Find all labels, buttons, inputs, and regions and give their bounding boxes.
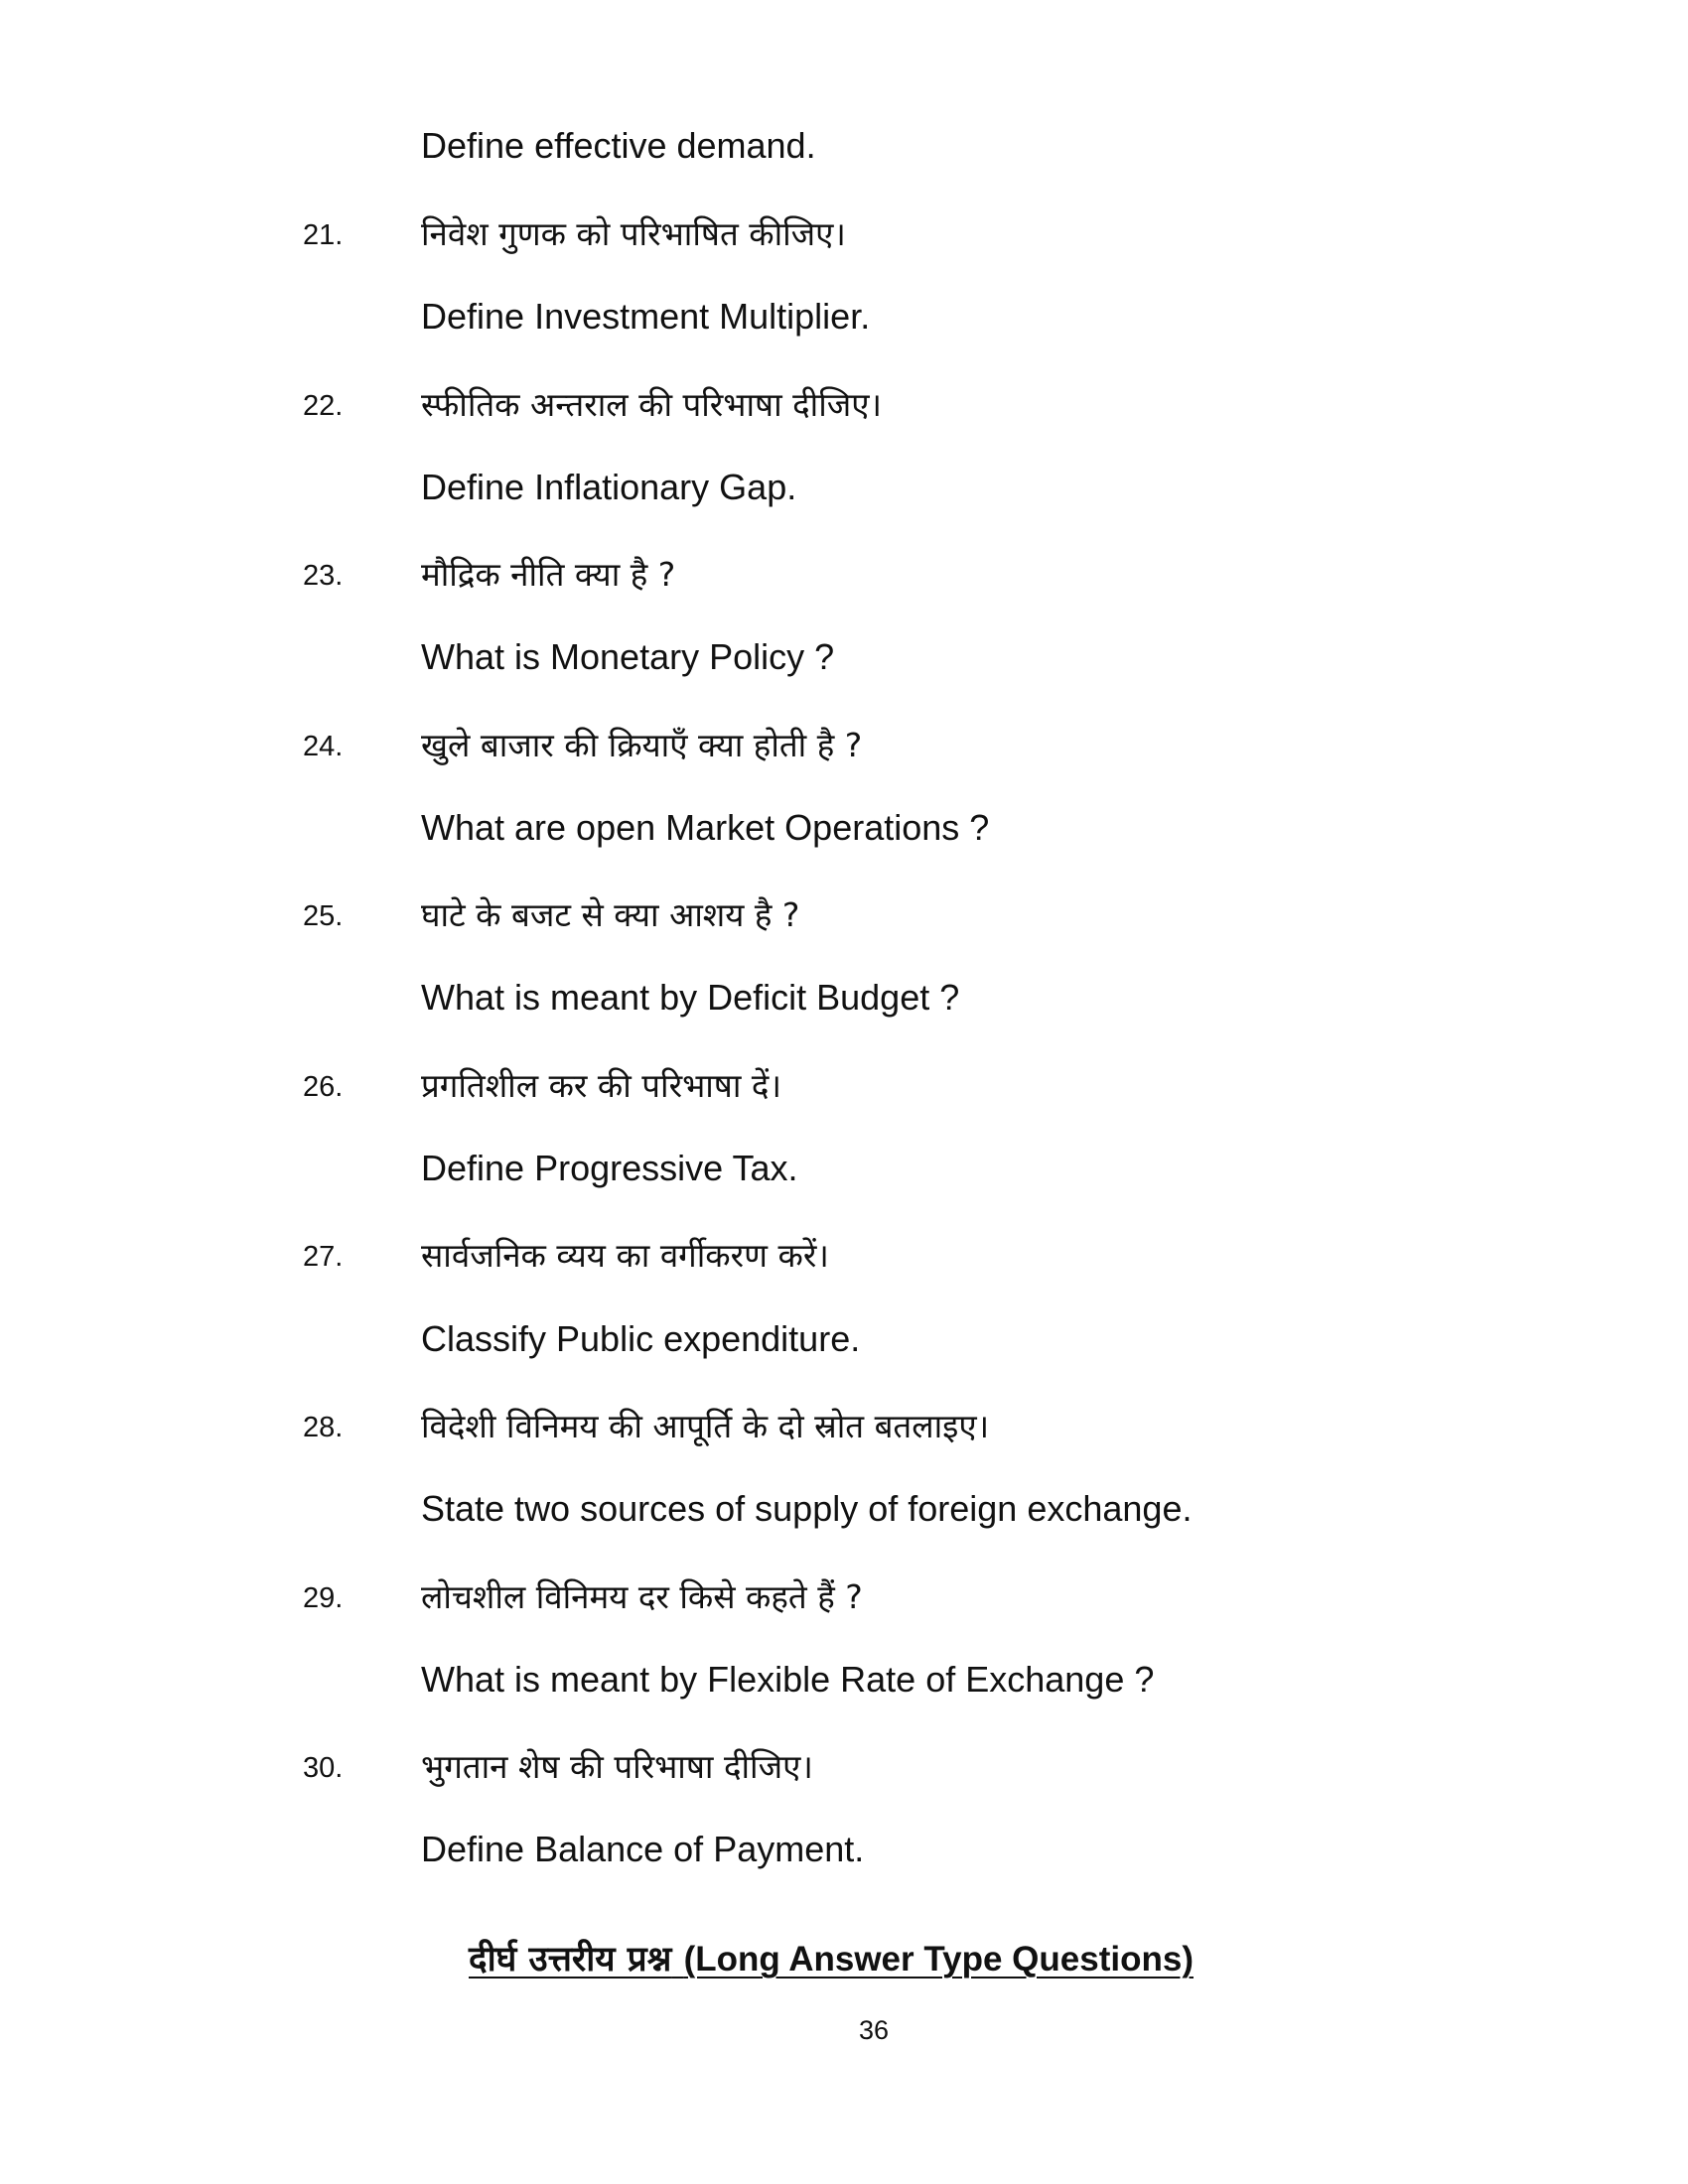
question-hindi-text: भुगतान शेष की परिभाषा दीजिए। <box>421 1747 813 1786</box>
question-hindi-text: निवेश गुणक को परिभाषित कीजिए। <box>421 214 846 253</box>
question-number: 25. <box>303 900 344 932</box>
question-english-text: What is meant by Flexible Rate of Exchange ? <box>421 1659 1155 1700</box>
question-number: 30. <box>303 1752 344 1784</box>
question-number: 22. <box>303 390 344 422</box>
section-heading-hindi: दीर्घ उत्तरीय प्रश्न <box>469 1940 672 1979</box>
question-hindi-text: सार्वजनिक व्यय का वर्गीकरण करें। <box>421 1236 829 1275</box>
question-english-text: Define Progressive Tax. <box>421 1148 798 1188</box>
section-heading-english: (Long Answer Type Questions) <box>683 1940 1194 1979</box>
question-hindi-text: मौद्रिक नीति क्या है ? <box>421 555 676 594</box>
question-number: 29. <box>303 1582 344 1614</box>
question-number: 26. <box>303 1071 344 1103</box>
question-english-text: Classify Public expenditure. <box>421 1318 861 1359</box>
question-english-text: Define Investment Multiplier. <box>421 296 871 337</box>
question-hindi-text: घाटे के बजट से क्या आशय है ? <box>421 895 800 934</box>
question-number: 24. <box>303 731 344 762</box>
question-english-text: What is meant by Deficit Budget ? <box>421 977 960 1018</box>
question-number: 23. <box>303 560 344 592</box>
question-english-text: What is Monetary Policy ? <box>421 636 835 677</box>
question-english-text: Define Balance of Payment. <box>421 1829 865 1869</box>
question-english-text: What are open Market Operations ? <box>421 807 990 848</box>
question-hindi-text: खुले बाजार की क्रियाएँ क्या होती है ? <box>421 726 863 764</box>
question-number: 27. <box>303 1241 344 1273</box>
question-number: 21. <box>303 219 344 251</box>
question-number: 28. <box>303 1412 344 1443</box>
question-english-text: State two sources of supply of foreign exchange. <box>421 1488 1193 1529</box>
question-hindi-text: स्फीतिक अन्तराल की परिभाषा दीजिए। <box>421 385 882 424</box>
section-heading <box>469 1935 1194 1981</box>
question-hindi-text: प्रगतिशील कर की परिभाषा दें। <box>421 1066 781 1105</box>
question-hindi-text: विदेशी विनिमय की आपूर्ति के दो स्रोत बतलाइए। <box>421 1407 990 1445</box>
question-hindi-text: लोचशील विनिमय दर किसे कहते हैं ? <box>421 1577 863 1616</box>
question-english-text: Define Inflationary Gap. <box>421 467 797 507</box>
continuation-english-text: Define effective demand. <box>421 125 816 166</box>
page-number: 36 <box>858 2015 890 2045</box>
